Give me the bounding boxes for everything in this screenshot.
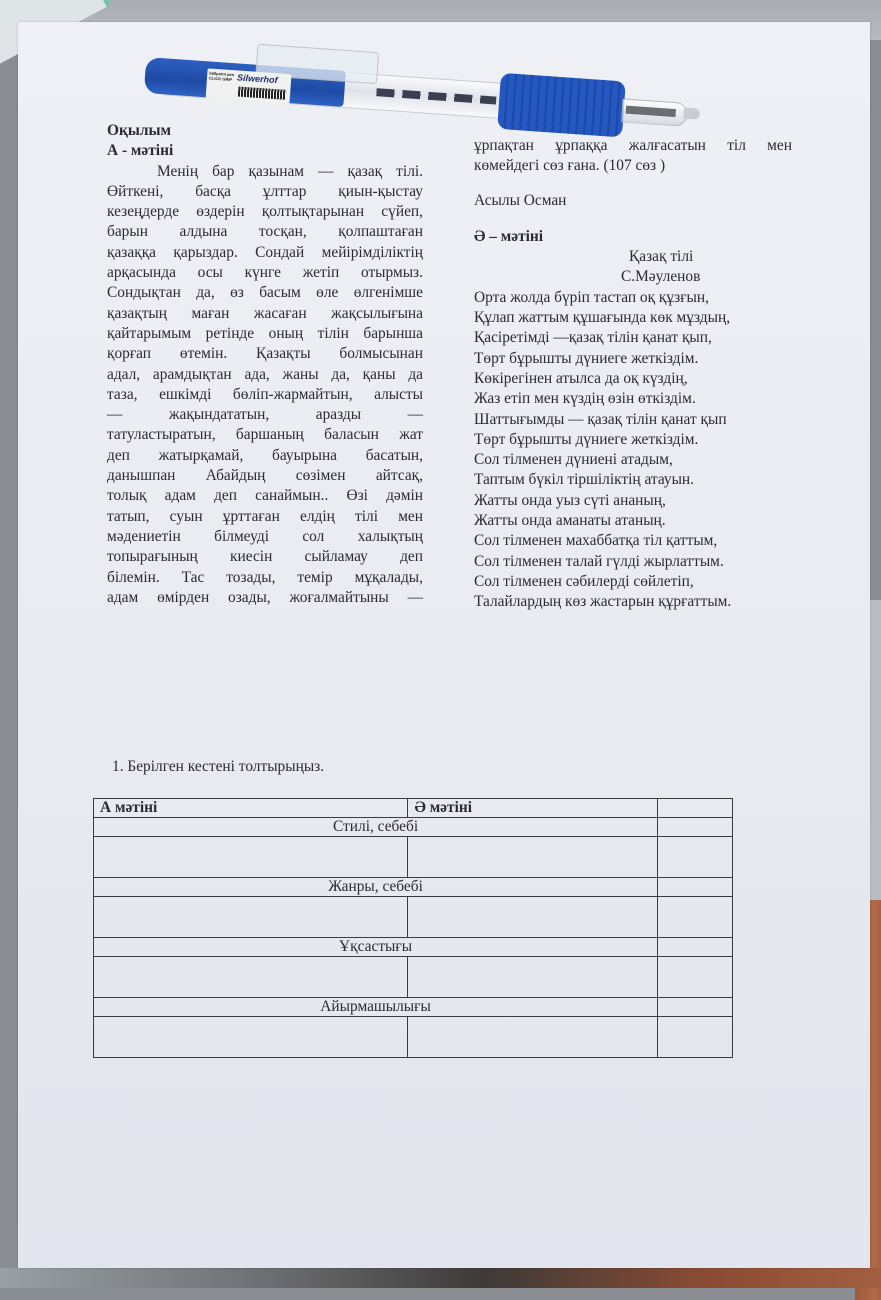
paragraph-line: адал, арамдықтан ада, жаны да, қаны да <box>107 365 423 383</box>
table-section-row <box>94 998 733 1017</box>
paragraph-line: Менің бар қазынам — қазақ тілі. <box>157 162 423 180</box>
section-genre: Жанры, себебі <box>94 878 658 897</box>
paragraph-line: топырағының киесін сыйламау деп <box>107 548 423 566</box>
pen-brand: Silwerhof <box>236 72 278 86</box>
paragraph-line: арқасында осы күнге жетіп отырмыз. <box>107 264 423 282</box>
table-cell <box>658 938 733 957</box>
poem-line: Сол тілменен талай гүлді жырлаттым. <box>474 552 724 570</box>
poem-line: Сол тілменен махаббатқа тіл қаттым, <box>474 532 718 550</box>
poem-author: С.Мәуленов <box>621 268 701 286</box>
poem-line: Төрт бұрышты дүниеге жеткіздім. <box>474 349 699 367</box>
poem-line: Көкірегінен атылса да оқ күздің, <box>474 369 688 387</box>
poem-line: Жатты онда уыз сүті ананың, <box>474 491 666 509</box>
table-answer-row <box>94 837 733 878</box>
text-a-heading: А - мәтіні <box>107 142 174 160</box>
table-cell <box>658 878 733 897</box>
poem-line: Жаз етіп мен күздің өзін өткіздім. <box>474 390 696 408</box>
answer-cell-b[interactable] <box>408 897 658 938</box>
text-b-heading: Ә – мәтіні <box>474 227 544 245</box>
paragraph-line: — жақындататын, аразды — <box>107 406 423 424</box>
paragraph-line: қорғап өтемін. Қазақты болмысынан <box>107 345 423 363</box>
poem-line: Жатты онда аманаты атаның. <box>474 512 666 530</box>
answer-cell-extra[interactable] <box>658 837 733 878</box>
poem-line: Қасіретімді —қазақ тілін қанат қып, <box>474 329 712 347</box>
table-section-row <box>94 878 733 897</box>
poem-line: Талайлардың көз жастарын құрғаттым. <box>474 593 732 611</box>
paragraph-line: қазақтың маған жасаған жақсылығына <box>107 304 423 322</box>
paragraph-line: Өйткені, басқа ұлттар қиын-қыстау <box>107 182 423 200</box>
table-answer-row <box>94 957 733 998</box>
answer-cell-a[interactable] <box>94 1017 408 1058</box>
header-text-a: А мәтіні <box>94 799 408 818</box>
paragraph-line: татып, суын ұрттаған елдің тілі мен <box>107 507 423 525</box>
poem-line: Құлап жаттым құшағында көк мұздың, <box>474 309 731 327</box>
paragraph-line: татуластыратын, баршаның баласын жат <box>107 426 423 444</box>
poem-line: Шаттығымды — қазақ тілін қанат қып <box>474 410 727 428</box>
answer-cell-b[interactable] <box>408 1017 658 1058</box>
section-style: Стилі, себебі <box>94 818 658 837</box>
answer-cell-b[interactable] <box>408 837 658 878</box>
paragraph-line: қазаққа қарыздар. Сондай мейірімділіктің <box>107 243 423 261</box>
poem-line: Орта жолда бүріп тастап оқ құзғын, <box>474 288 709 306</box>
paragraph-line: таза, ешкімді бөліп-жармайтын, алысты <box>107 385 423 403</box>
table-cell <box>658 998 733 1017</box>
section-title: Оқылым <box>107 122 171 139</box>
text-a-continuation <box>474 136 792 177</box>
paragraph-line: қайтарымым ретінде оның тілін барынша <box>107 324 423 342</box>
paragraph-line: білемін. Тас тозады, темір мұқалады, <box>107 568 423 586</box>
answer-cell-a[interactable] <box>94 897 408 938</box>
paragraph-line: барын алдына тосқан, қолпаштаған <box>107 223 423 241</box>
header-text-b: Ә мәтіні <box>408 799 658 818</box>
answer-cell-extra[interactable] <box>658 897 733 938</box>
section-similarity: Ұқсастығы <box>94 938 658 957</box>
paragraph-line: толық адам деп санаймын.. Өзі дәмін <box>107 487 423 505</box>
text-a-author: Асылы Осман <box>474 191 567 209</box>
table-section-row <box>94 818 733 837</box>
poem-line: Таптым бүкіл тіршіліктің атауын. <box>474 471 694 489</box>
poem-body <box>474 288 792 613</box>
paragraph-line: мәдениетін білмеуді сол халықтың <box>107 527 423 545</box>
answer-cell-extra[interactable] <box>658 957 733 998</box>
paragraph-line: ұрпақтан ұрпаққа жалғасатын тіл мен <box>474 137 792 154</box>
paragraph-line: Сондықтан да, өз басым өле өлгенімше <box>107 284 423 302</box>
answer-cell-a[interactable] <box>94 837 408 878</box>
paragraph-line: көмейдегі сөз ғана. (107 сөз ) <box>474 157 666 175</box>
table-section-row <box>94 938 733 957</box>
task-prompt: 1. Берілген кестені толтырыңыз. <box>112 758 325 775</box>
table-answer-row <box>94 1017 733 1058</box>
table-header-row <box>94 799 733 818</box>
answer-cell-b[interactable] <box>408 957 658 998</box>
right-column <box>474 136 792 613</box>
paragraph-line: деп жатырқамай, бауырына басатын, <box>107 446 423 464</box>
table-answer-row <box>94 897 733 938</box>
answer-cell-extra[interactable] <box>658 1017 733 1058</box>
pen-label-small: ballpoint pen CLICK GRIP <box>208 70 235 83</box>
text-a-paragraph <box>107 162 423 609</box>
paragraph-line: кезеңдерде өздерін қолтықтарынан сүйеп, <box>107 203 423 221</box>
poem-line: Төрт бұрышты дүниеге жеткіздім. <box>474 430 699 448</box>
header-extra <box>658 799 733 818</box>
paragraph-line: адам өмірден озады, жоғалмайтыны — <box>107 588 423 606</box>
section-difference: Айырмашылығы <box>94 998 658 1017</box>
poem-title: Қазақ тілі <box>629 248 694 266</box>
poem-line: Сол тілменен сәбилерді сөйлетіп, <box>474 572 694 590</box>
table-cell <box>658 818 733 837</box>
poem-line: Сол тілменен дүниені атадым, <box>474 451 673 469</box>
comparison-table <box>93 798 733 1058</box>
answer-cell-a[interactable] <box>94 957 408 998</box>
left-column <box>107 121 423 608</box>
paragraph-line: данышпан Абайдың сөзімен айтсақ, <box>107 467 423 485</box>
